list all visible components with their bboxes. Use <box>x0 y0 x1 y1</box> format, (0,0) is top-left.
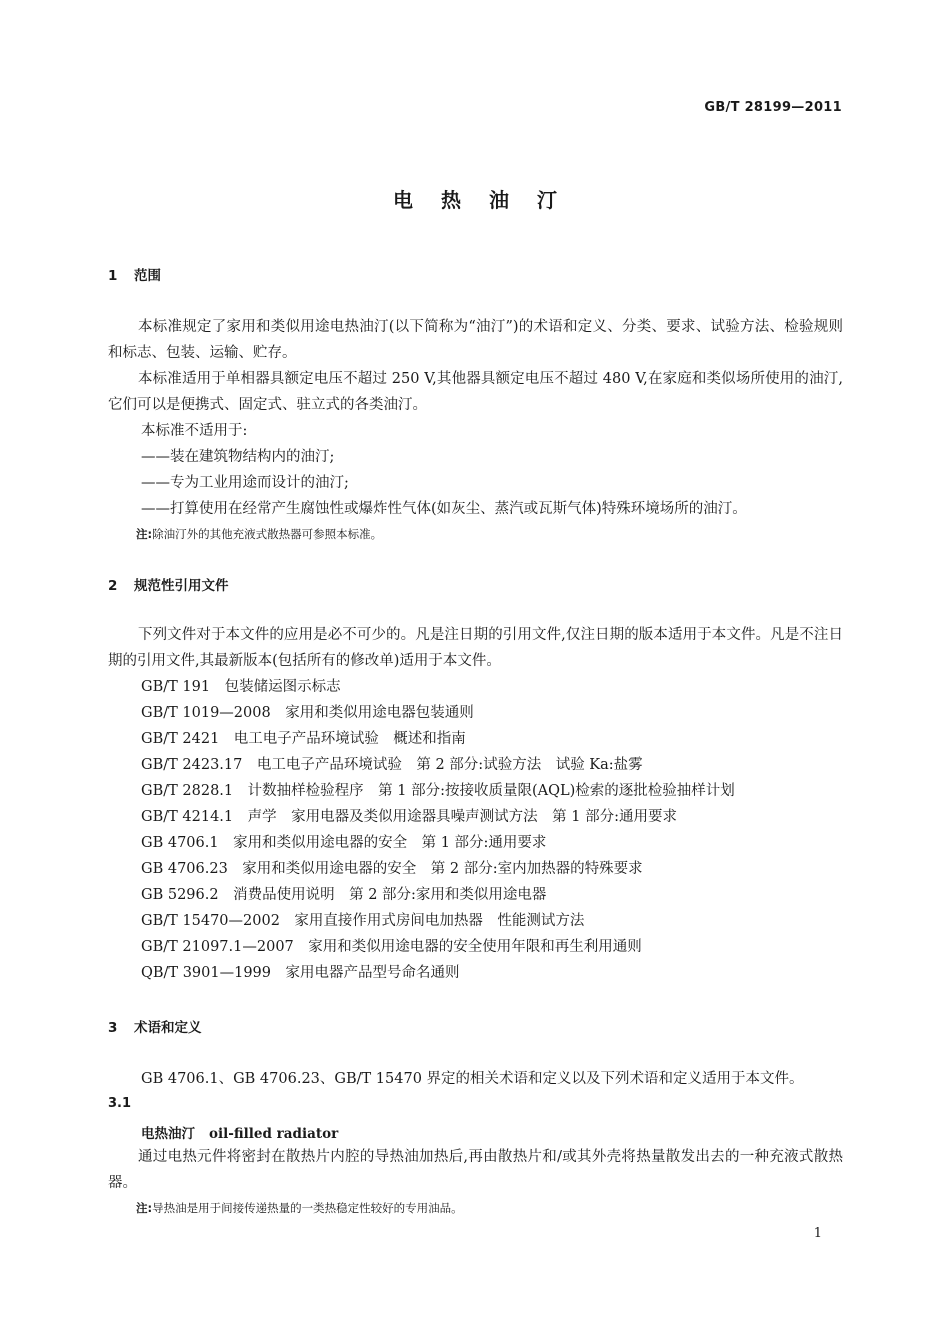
section-3-intro: GB 4706.1、GB 4706.23、GB/T 15470 界定的相关术语和定义以及下列术语和定义适用于本文件。 <box>141 1071 804 1087</box>
exclusion-item: ——打算使用在经常产生腐蚀性或爆炸性气体(如灰尘、蒸汽或瓦斯气体)特殊环境场所的油汀。 <box>141 501 747 517</box>
reference-item: QB/T 3901—1999 家用电器产品型号命名通则 <box>141 965 460 981</box>
term-english: oil-filled radiator <box>209 1126 339 1142</box>
term-definition: 通过电热元件将密封在散热片内腔的导热油加热后,再由散热片和/或其外壳将热量散发出去的一种充液式散热器。 <box>108 1149 843 1191</box>
term-chinese: 电热油汀 <box>141 1126 195 1142</box>
exclusion-item: ——装在建筑物结构内的油汀; <box>141 449 335 465</box>
reference-item: GB/T 1019—2008 家用和类似用途电器包装通则 <box>141 705 474 721</box>
section-2-heading <box>108 574 229 594</box>
reference-item: GB/T 4214.1 声学 家用电器及类似用途器具噪声测试方法 第 1 部分:通用要求 <box>141 809 677 825</box>
section-1-paragraph-3: 本标准不适用于: <box>141 423 248 439</box>
section-3-heading <box>108 1016 202 1036</box>
section-3-title: 术语和定义 <box>134 1020 202 1036</box>
standard-code: GB/T 28199—2011 <box>704 100 842 115</box>
document-title: 电热油汀 <box>393 188 585 212</box>
section-2-number: 2 <box>108 578 118 594</box>
reference-item: GB 4706.23 家用和类似用途电器的安全 第 2 部分:室内加热器的特殊要求 <box>141 861 643 877</box>
reference-item: GB/T 15470—2002 家用直接作用式房间电加热器 性能测试方法 <box>141 913 585 929</box>
section-1-paragraph-2: 本标准适用于单相器具额定电压不超过 250 V,其他器具额定电压不超过 480 V,在家庭和类似场所使用的油汀,它们可以是便携式、固定式、驻立式的各类油汀。 <box>108 371 843 413</box>
section-3-note <box>136 1198 463 1218</box>
note-text: 除油汀外的其他充液式散热器可参照本标准。 <box>152 527 383 541</box>
page-number: 1 <box>813 1226 822 1241</box>
note-text: 导热油是用于间接传递热量的一类热稳定性较好的专用油品。 <box>152 1201 463 1215</box>
section-1-paragraph-1: 本标准规定了家用和类似用途电热油汀(以下简称为“油汀”)的术语和定义、分类、要求、试验方法、检验规则和标志、包装、运输、贮存。 <box>108 319 843 361</box>
section-1-number: 1 <box>108 268 118 284</box>
reference-item: GB/T 2423.17 电工电子产品环境试验 第 2 部分:试验方法 试验 Ka:盐雾 <box>141 757 643 773</box>
reference-item: GB 5296.2 消费品使用说明 第 2 部分:家用和类似用途电器 <box>141 887 547 903</box>
note-label: 注: <box>136 1201 153 1215</box>
section-1-title: 范围 <box>134 268 161 284</box>
reference-item: GB/T 21097.1—2007 家用和类似用途电器的安全使用年限和再生利用通则 <box>141 939 642 955</box>
reference-item: GB/T 2828.1 计数抽样检验程序 第 1 部分:按接收质量限(AQL)检索的逐批检验抽样计划 <box>141 783 735 799</box>
section-1-note <box>136 524 382 544</box>
reference-item: GB/T 191 包装储运图示标志 <box>141 679 341 695</box>
section-1-heading <box>108 264 161 284</box>
reference-item: GB/T 2421 电工电子产品环境试验 概述和指南 <box>141 731 466 747</box>
term-name <box>141 1122 338 1142</box>
section-2-title: 规范性引用文件 <box>134 578 229 594</box>
section-2-intro: 下列文件对于本文件的应用是必不可少的。凡是注日期的引用文件,仅注日期的版本适用于本文件。凡是不注日期的引用文件,其最新版本(包括所有的修改单)适用于本文件。 <box>108 627 843 669</box>
section-3-number: 3 <box>108 1020 118 1036</box>
term-number: 3.1 <box>108 1096 132 1111</box>
reference-item: GB 4706.1 家用和类似用途电器的安全 第 1 部分:通用要求 <box>141 835 547 851</box>
note-label: 注: <box>136 527 153 541</box>
exclusion-item: ——专为工业用途而设计的油汀; <box>141 475 349 491</box>
